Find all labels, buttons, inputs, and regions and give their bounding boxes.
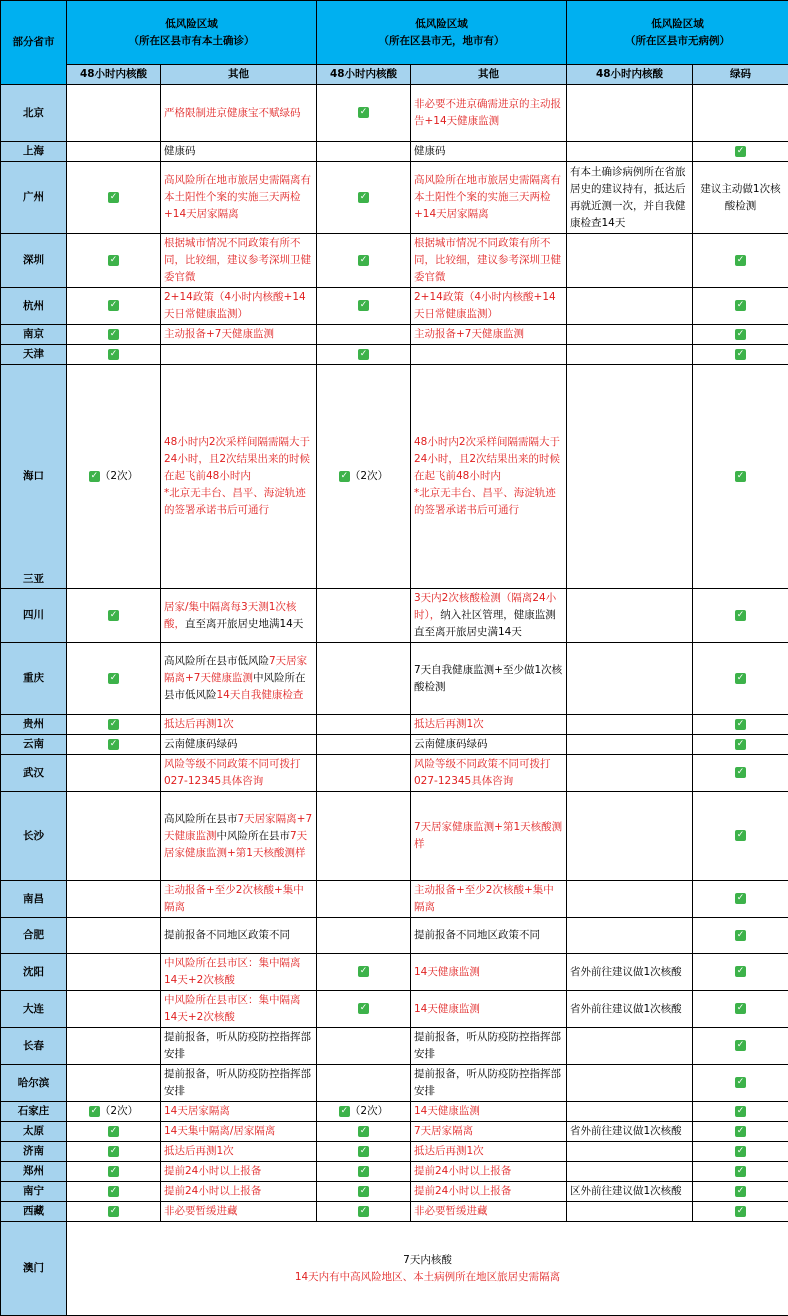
g3-greencode-cell bbox=[693, 288, 788, 325]
check-icon: ✓ bbox=[108, 739, 119, 750]
g2-other-cell: 提前报备，听从防疫防控指挥部安排 bbox=[411, 1028, 567, 1065]
city-cell: 南宁 bbox=[1, 1182, 67, 1202]
city-cell: 大连 bbox=[1, 991, 67, 1028]
group2-header: 低风险区域 （所在区县市无，地市有） bbox=[317, 1, 567, 65]
g3-nucleic-cell bbox=[567, 1065, 693, 1102]
check-icon: ✓ bbox=[108, 1186, 119, 1197]
g2-other-cell: 提前报备，听从防疫防控指挥部安排 bbox=[411, 1065, 567, 1102]
g1-other-cell: 抵达后再测1次 bbox=[161, 715, 317, 735]
g3-nucleic-cell bbox=[567, 325, 693, 345]
g1-other-cell: 2+14政策（4小时内核酸+14天日常健康监测） bbox=[161, 288, 317, 325]
g3-nucleic-cell bbox=[567, 792, 693, 881]
check-icon: ✓ bbox=[108, 673, 119, 684]
g3-greencode-cell bbox=[693, 715, 788, 735]
city-cell: 云南 bbox=[1, 735, 67, 755]
check-icon: ✓ bbox=[108, 1126, 119, 1137]
city-cell: 北京 bbox=[1, 85, 67, 142]
check-icon: ✓ bbox=[358, 1186, 369, 1197]
table-row bbox=[1, 1122, 788, 1142]
g2-other-cell: 抵达后再测1次 bbox=[411, 1142, 567, 1162]
g3-nucleic-cell bbox=[567, 234, 693, 288]
city-cell: 武汉 bbox=[1, 755, 67, 792]
g3-nucleic-cell bbox=[567, 715, 693, 735]
check-icon: ✓ bbox=[735, 1126, 746, 1137]
check-icon: ✓ bbox=[358, 192, 369, 203]
city-cell: 海口 三亚 bbox=[1, 365, 67, 589]
check-icon: ✓ bbox=[358, 300, 369, 311]
g2-other-cell: 云南健康码绿码 bbox=[411, 735, 567, 755]
table-row bbox=[1, 1028, 788, 1065]
g2-nucleic-cell bbox=[317, 643, 411, 715]
g1-nucleic-cell bbox=[67, 735, 161, 755]
g1-other-cell: 根据城市情况不同政策有所不同，比较细，建议参考深圳卫健委官微 bbox=[161, 234, 317, 288]
g2-nucleic-cell bbox=[317, 234, 411, 288]
g3-nucleic-cell: 区外前往建议做1次核酸 bbox=[567, 1182, 693, 1202]
g1-other-cell: 抵达后再测1次 bbox=[161, 1142, 317, 1162]
city-cell: 四川 bbox=[1, 589, 67, 643]
g2-other-cell: 根据城市情况不同政策有所不同，比较细，建议参考深圳卫健委官微 bbox=[411, 234, 567, 288]
g2-nucleic-cell bbox=[317, 715, 411, 735]
check-icon: ✓ bbox=[735, 255, 746, 266]
table-row bbox=[1, 142, 788, 162]
g2-other-cell: 主动报备+至少2次核酸+集中隔离 bbox=[411, 881, 567, 918]
check-icon: ✓ bbox=[108, 1206, 119, 1217]
g1-nucleic-cell bbox=[67, 881, 161, 918]
g1-nucleic-cell bbox=[67, 1065, 161, 1102]
g1-nucleic-cell bbox=[67, 1202, 161, 1222]
g1-other-cell: 提前24小时以上报备 bbox=[161, 1162, 317, 1182]
g2-other-cell: 7天居家隔离 bbox=[411, 1122, 567, 1142]
g1-nucleic-cell bbox=[67, 325, 161, 345]
macau-policy-cell bbox=[67, 1222, 788, 1316]
city-cell: 南京 bbox=[1, 325, 67, 345]
check-icon: ✓ bbox=[735, 1040, 746, 1051]
col-g3-nucleic: 48小时内核酸 bbox=[567, 65, 693, 85]
g1-nucleic-cell bbox=[67, 288, 161, 325]
col-g1-nucleic: 48小时内核酸 bbox=[67, 65, 161, 85]
check-icon: ✓ bbox=[108, 1166, 119, 1177]
check-icon: ✓ bbox=[358, 1166, 369, 1177]
g1-nucleic-cell bbox=[67, 345, 161, 365]
check-icon: ✓ bbox=[735, 329, 746, 340]
g3-greencode-cell bbox=[693, 881, 788, 918]
g2-other-cell: 主动报备+7天健康监测 bbox=[411, 325, 567, 345]
g3-nucleic-cell bbox=[567, 1162, 693, 1182]
g3-greencode-cell bbox=[693, 1122, 788, 1142]
table-row bbox=[1, 162, 788, 234]
check-icon: ✓ bbox=[358, 1126, 369, 1137]
g2-other-cell: 2+14政策（4小时内核酸+14天日常健康监测） bbox=[411, 288, 567, 325]
g3-greencode-cell bbox=[693, 365, 788, 589]
city-cell: 杭州 bbox=[1, 288, 67, 325]
g2-other-cell: 48小时内2次采样间隔需隔大于24小时，且2次结果出来的时候在起飞前48小时内 *北京无丰台、昌平、海淀轨迹的签署承诺书后可通行 bbox=[411, 365, 567, 589]
g2-nucleic-cell bbox=[317, 85, 411, 142]
g3-nucleic-cell: 省外前往建议做1次核酸 bbox=[567, 954, 693, 991]
g1-nucleic-cell: ✓ （2次） bbox=[67, 1102, 161, 1122]
g3-greencode-cell bbox=[693, 1182, 788, 1202]
g1-nucleic-cell bbox=[67, 162, 161, 234]
g1-nucleic-cell bbox=[67, 643, 161, 715]
g3-greencode-cell bbox=[693, 1162, 788, 1182]
check-icon: ✓ bbox=[339, 1106, 350, 1117]
g3-nucleic-cell bbox=[567, 288, 693, 325]
check-icon: ✓ bbox=[358, 1146, 369, 1157]
g2-other-cell: 14天健康监测 bbox=[411, 1102, 567, 1122]
check-icon: ✓ bbox=[735, 1077, 746, 1088]
city-cell: 上海 bbox=[1, 142, 67, 162]
g1-nucleic-cell bbox=[67, 234, 161, 288]
g2-nucleic-cell bbox=[317, 1202, 411, 1222]
g2-nucleic-cell bbox=[317, 162, 411, 234]
check-icon: ✓ bbox=[108, 1146, 119, 1157]
g2-nucleic-cell bbox=[317, 1065, 411, 1102]
table-row bbox=[1, 954, 788, 991]
city-cell: 哈尔滨 bbox=[1, 1065, 67, 1102]
g1-nucleic-cell bbox=[67, 954, 161, 991]
g1-nucleic-cell bbox=[67, 85, 161, 142]
g3-nucleic-cell bbox=[567, 365, 693, 589]
g1-other-cell: 14天居家隔离 bbox=[161, 1102, 317, 1122]
g1-other-cell: 提前24小时以上报备 bbox=[161, 1182, 317, 1202]
table-row bbox=[1, 735, 788, 755]
check-icon: ✓ bbox=[735, 893, 746, 904]
check-icon: ✓ bbox=[735, 930, 746, 941]
g3-greencode-cell bbox=[693, 735, 788, 755]
macau-line1: 7天内核酸 bbox=[70, 1252, 785, 1269]
g1-other-cell: 14天集中隔离/居家隔离 bbox=[161, 1122, 317, 1142]
g3-greencode-cell bbox=[693, 918, 788, 954]
g3-nucleic-cell: 有本土确诊病例所在省旅居史的建议持有，抵达后再就近测一次，并自我健康检查14天 bbox=[567, 162, 693, 234]
g1-other-cell: 风险等级不同政策不同可拨打027-12345具体咨询 bbox=[161, 755, 317, 792]
check-icon: ✓ bbox=[735, 146, 746, 157]
table-row bbox=[1, 643, 788, 715]
check-icon: ✓ bbox=[735, 1106, 746, 1117]
g1-other-cell bbox=[161, 345, 317, 365]
g3-nucleic-cell bbox=[567, 85, 693, 142]
g2-other-cell: 3天内2次核酸检测（隔离24小时），纳入社区管理，健康监测直至离开旅居史满14天 bbox=[411, 589, 567, 643]
check-icon: ✓ bbox=[108, 329, 119, 340]
g2-nucleic-cell bbox=[317, 1142, 411, 1162]
table-row bbox=[1, 345, 788, 365]
g1-other-cell: 高风险所在县市7天居家隔离+7天健康监测中风险所在县市7天居家健康监测+第1天核酸测样 bbox=[161, 792, 317, 881]
g2-nucleic-cell bbox=[317, 954, 411, 991]
check-icon: ✓ bbox=[108, 719, 119, 730]
g1-nucleic-cell bbox=[67, 918, 161, 954]
g1-other-cell: 提前报备，听从防疫防控指挥部安排 bbox=[161, 1065, 317, 1102]
g3-nucleic-cell bbox=[567, 1102, 693, 1122]
g1-nucleic-cell: ✓ （2次） bbox=[67, 365, 161, 589]
g2-other-cell: 健康码 bbox=[411, 142, 567, 162]
g3-greencode-cell bbox=[693, 1202, 788, 1222]
g3-greencode-cell bbox=[693, 792, 788, 881]
g2-other-cell bbox=[411, 345, 567, 365]
check-icon: ✓ bbox=[735, 1166, 746, 1177]
g3-nucleic-cell bbox=[567, 735, 693, 755]
g2-other-cell: 提前报备不同地区政策不同 bbox=[411, 918, 567, 954]
g1-other-cell: 高风险所在县市低风险7天居家隔离+7天健康监测中风险所在县市低风险14天自我健康检查 bbox=[161, 643, 317, 715]
check-icon: ✓ bbox=[108, 192, 119, 203]
check-icon: ✓ bbox=[735, 1146, 746, 1157]
col-g1-other: 其他 bbox=[161, 65, 317, 85]
g2-nucleic-cell bbox=[317, 881, 411, 918]
city-cell: 天津 bbox=[1, 345, 67, 365]
g1-nucleic-cell bbox=[67, 792, 161, 881]
g2-other-cell: 14天健康监测 bbox=[411, 954, 567, 991]
g1-other-cell: 中风险所在县市区：集中隔离14天+2次核酸 bbox=[161, 991, 317, 1028]
check-icon: ✓ bbox=[89, 1106, 100, 1117]
table-row bbox=[1, 1162, 788, 1182]
g3-nucleic-cell: 省外前往建议做1次核酸 bbox=[567, 1122, 693, 1142]
check-icon: ✓ bbox=[735, 739, 746, 750]
g1-other-cell: 非必要暂缓进藏 bbox=[161, 1202, 317, 1222]
g2-nucleic-cell bbox=[317, 991, 411, 1028]
col-g2-other: 其他 bbox=[411, 65, 567, 85]
table-row bbox=[1, 1102, 788, 1122]
table-row bbox=[1, 288, 788, 325]
g1-nucleic-cell bbox=[67, 755, 161, 792]
g1-other-cell: 48小时内2次采样间隔需隔大于24小时，且2次结果出来的时候在起飞前48小时内 *北京无丰台、昌平、海淀轨迹的签署承诺书后可通行 bbox=[161, 365, 317, 589]
check-icon: ✓ bbox=[735, 1186, 746, 1197]
check-icon: ✓ bbox=[108, 255, 119, 266]
g2-other-cell: 提前24小时以上报备 bbox=[411, 1162, 567, 1182]
g2-other-cell: 抵达后再测1次 bbox=[411, 715, 567, 735]
g1-nucleic-cell bbox=[67, 589, 161, 643]
check-icon: ✓ bbox=[735, 719, 746, 730]
check-icon: ✓ bbox=[358, 349, 369, 360]
table-row bbox=[1, 1065, 788, 1102]
table-row bbox=[1, 755, 788, 792]
check-icon: ✓ bbox=[89, 471, 100, 482]
g1-nucleic-cell bbox=[67, 1028, 161, 1065]
check-icon: ✓ bbox=[358, 1003, 369, 1014]
table-row bbox=[1, 1142, 788, 1162]
g3-nucleic-cell bbox=[567, 918, 693, 954]
table-row bbox=[1, 715, 788, 735]
g3-greencode-cell bbox=[693, 954, 788, 991]
col-g3-greencode: 绿码 bbox=[693, 65, 788, 85]
g1-other-cell: 高风险所在地市旅居史需隔离有本土阳性个案的实施三天两检+14天居家隔离 bbox=[161, 162, 317, 234]
g3-greencode-cell: 建议主动做1次核酸检测 bbox=[693, 162, 788, 234]
g3-nucleic-cell bbox=[567, 881, 693, 918]
g2-nucleic-cell bbox=[317, 325, 411, 345]
table-row bbox=[1, 234, 788, 288]
g1-other-cell: 主动报备+至少2次核酸+集中隔离 bbox=[161, 881, 317, 918]
g1-other-cell: 居家/集中隔离每3天测1次核酸，直至离开旅居史地满14天 bbox=[161, 589, 317, 643]
check-icon: ✓ bbox=[358, 966, 369, 977]
city-cell: 济南 bbox=[1, 1142, 67, 1162]
city-cell: 南昌 bbox=[1, 881, 67, 918]
city-cell: 沈阳 bbox=[1, 954, 67, 991]
macau-line2: 14天内有中高风险地区、本土病例所在地区旅居史需隔离 bbox=[70, 1269, 785, 1286]
g3-greencode-cell bbox=[693, 755, 788, 792]
g1-other-cell: 健康码 bbox=[161, 142, 317, 162]
g2-nucleic-cell bbox=[317, 792, 411, 881]
col-g2-nucleic: 48小时内核酸 bbox=[317, 65, 411, 85]
city-cell: 长沙 bbox=[1, 792, 67, 881]
g2-nucleic-cell bbox=[317, 1182, 411, 1202]
check-icon: ✓ bbox=[735, 1206, 746, 1217]
g3-greencode-cell bbox=[693, 589, 788, 643]
g2-nucleic-cell: ✓ （2次） bbox=[317, 365, 411, 589]
table-row bbox=[1, 918, 788, 954]
g2-nucleic-cell bbox=[317, 918, 411, 954]
g3-nucleic-cell bbox=[567, 589, 693, 643]
g1-nucleic-cell bbox=[67, 1162, 161, 1182]
check-icon: ✓ bbox=[735, 349, 746, 360]
g3-nucleic-cell bbox=[567, 755, 693, 792]
g3-nucleic-cell bbox=[567, 142, 693, 162]
g1-other-cell: 主动报备+7天健康监测 bbox=[161, 325, 317, 345]
check-icon: ✓ bbox=[735, 1003, 746, 1014]
g3-nucleic-cell: 省外前往建议做1次核酸 bbox=[567, 991, 693, 1028]
g3-greencode-cell bbox=[693, 1028, 788, 1065]
table-row bbox=[1, 792, 788, 881]
g1-nucleic-cell bbox=[67, 142, 161, 162]
check-icon: ✓ bbox=[735, 300, 746, 311]
check-icon: ✓ bbox=[358, 255, 369, 266]
check-icon: ✓ bbox=[735, 830, 746, 841]
g2-nucleic-cell bbox=[317, 1028, 411, 1065]
g1-other-cell: 提前报备，听从防疫防控指挥部安排 bbox=[161, 1028, 317, 1065]
check-icon: ✓ bbox=[358, 1206, 369, 1217]
g3-greencode-cell bbox=[693, 643, 788, 715]
group1-header: 低风险区域 （所在区县市有本土确诊） bbox=[67, 1, 317, 65]
g2-other-cell: 高风险所在地市旅居史需隔离有本土阳性个案的实施三天两检+14天居家隔离 bbox=[411, 162, 567, 234]
g3-greencode-cell bbox=[693, 325, 788, 345]
check-icon: ✓ bbox=[735, 673, 746, 684]
g1-nucleic-cell bbox=[67, 991, 161, 1028]
g1-nucleic-cell bbox=[67, 1182, 161, 1202]
g1-other-cell: 云南健康码绿码 bbox=[161, 735, 317, 755]
g1-other-cell: 中风险所在县市区：集中隔离14天+2次核酸 bbox=[161, 954, 317, 991]
g2-other-cell: 提前24小时以上报备 bbox=[411, 1182, 567, 1202]
table-row bbox=[1, 325, 788, 345]
g3-greencode-cell bbox=[693, 1102, 788, 1122]
g2-nucleic-cell bbox=[317, 288, 411, 325]
g3-nucleic-cell bbox=[567, 1028, 693, 1065]
g2-other-cell: 14天健康监测 bbox=[411, 991, 567, 1028]
group3-header: 低风险区域 （所在区县市无病例） bbox=[567, 1, 788, 65]
g2-nucleic-cell bbox=[317, 142, 411, 162]
g2-other-cell: 7天自我健康监测+至少做1次核酸检测 bbox=[411, 643, 567, 715]
g1-other-cell: 严格限制进京健康宝不赋绿码 bbox=[161, 85, 317, 142]
check-icon: ✓ bbox=[108, 349, 119, 360]
g1-other-cell: 提前报备不同地区政策不同 bbox=[161, 918, 317, 954]
g3-greencode-cell bbox=[693, 234, 788, 288]
g2-nucleic-cell bbox=[317, 1122, 411, 1142]
g3-greencode-cell bbox=[693, 991, 788, 1028]
table-row bbox=[1, 85, 788, 142]
city-cell: 郑州 bbox=[1, 1162, 67, 1182]
city-cell: 重庆 bbox=[1, 643, 67, 715]
g2-other-cell: 7天居家健康监测+第1天核酸测样 bbox=[411, 792, 567, 881]
city-cell: 石家庄 bbox=[1, 1102, 67, 1122]
table-row bbox=[1, 589, 788, 643]
g3-nucleic-cell bbox=[567, 345, 693, 365]
check-icon: ✓ bbox=[108, 610, 119, 621]
check-icon: ✓ bbox=[735, 610, 746, 621]
g3-greencode-cell bbox=[693, 345, 788, 365]
check-icon: ✓ bbox=[735, 471, 746, 482]
check-icon: ✓ bbox=[735, 966, 746, 977]
g2-nucleic-cell: ✓ （2次） bbox=[317, 1102, 411, 1122]
table-row bbox=[1, 1182, 788, 1202]
g2-other-cell: 风险等级不同政策不同可拨打027-12345具体咨询 bbox=[411, 755, 567, 792]
check-icon: ✓ bbox=[358, 107, 369, 118]
g2-other-cell: 非必要不进京确需进京的主动报告+14天健康监测 bbox=[411, 85, 567, 142]
g2-nucleic-cell bbox=[317, 1162, 411, 1182]
table-row bbox=[1, 991, 788, 1028]
g1-nucleic-cell bbox=[67, 715, 161, 735]
table-row bbox=[1, 881, 788, 918]
g1-nucleic-cell bbox=[67, 1142, 161, 1162]
g3-nucleic-cell bbox=[567, 643, 693, 715]
g3-greencode-cell bbox=[693, 85, 788, 142]
g3-nucleic-cell bbox=[567, 1142, 693, 1162]
g2-nucleic-cell bbox=[317, 589, 411, 643]
city-cell: 澳门 bbox=[1, 1222, 67, 1316]
city-cell: 合肥 bbox=[1, 918, 67, 954]
g3-greencode-cell bbox=[693, 142, 788, 162]
check-icon: ✓ bbox=[108, 300, 119, 311]
g2-nucleic-cell bbox=[317, 735, 411, 755]
table-row bbox=[1, 365, 788, 589]
g2-nucleic-cell bbox=[317, 345, 411, 365]
city-cell: 太原 bbox=[1, 1122, 67, 1142]
g1-nucleic-cell bbox=[67, 1122, 161, 1142]
g3-nucleic-cell bbox=[567, 1202, 693, 1222]
g2-other-cell: 非必要暂缓进藏 bbox=[411, 1202, 567, 1222]
table-row bbox=[1, 1222, 788, 1316]
g2-nucleic-cell bbox=[317, 755, 411, 792]
city-cell: 西藏 bbox=[1, 1202, 67, 1222]
g3-greencode-cell bbox=[693, 1065, 788, 1102]
city-cell: 贵州 bbox=[1, 715, 67, 735]
g3-greencode-cell bbox=[693, 1142, 788, 1162]
city-cell: 长春 bbox=[1, 1028, 67, 1065]
province-header: 部分省市 bbox=[1, 1, 67, 85]
city-cell: 广州 bbox=[1, 162, 67, 234]
check-icon: ✓ bbox=[339, 471, 350, 482]
table-row bbox=[1, 1202, 788, 1222]
city-cell: 深圳 bbox=[1, 234, 67, 288]
check-icon: ✓ bbox=[735, 767, 746, 778]
